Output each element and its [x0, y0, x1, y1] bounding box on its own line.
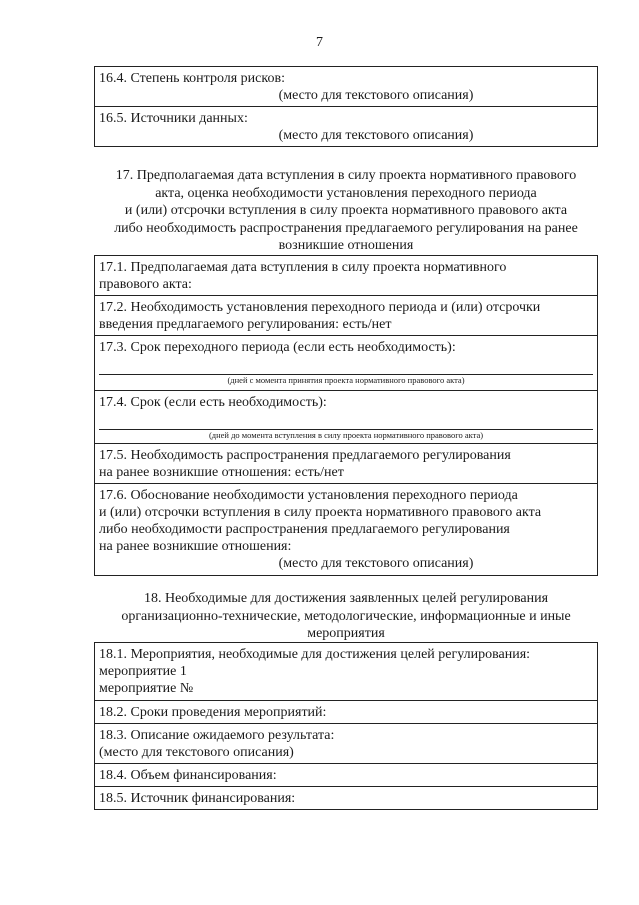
row-16-4-note: (место для текстового описания) [278, 88, 474, 103]
heading-17-line: 17. Предполагаемая дата вступления в силу проекта нормативного правового [115, 168, 577, 183]
row-16-4 [95, 67, 598, 107]
row-18-3-text: 18.3. Описание ожидаемого результата: [99, 728, 335, 743]
row-17-1 [95, 256, 598, 296]
row-17-3-label: 17.3. Срок переходного периода (если есть необходимость): [99, 340, 456, 355]
row-18-1-text: 18.1. Мероприятия, необходимые для достижения целей регулирования: [99, 647, 531, 662]
row-17-1-text: 17.1. Предполагаемая дата вступления в силу проекта нормативного [99, 260, 507, 275]
section-18-heading [94, 590, 598, 643]
page-number: 7 [316, 35, 323, 50]
row-18-1 [95, 643, 598, 701]
row-18-3 [95, 724, 598, 764]
section-17-heading [94, 167, 598, 255]
row-17-6 [95, 484, 598, 576]
heading-17-line: и (или) отсрочки вступления в силу проекта нормативного правового акта [124, 203, 568, 218]
row-18-1-item: мероприятие № [99, 681, 194, 696]
row-17-4 [95, 391, 598, 444]
heading-18-line: 18. Необходимые для достижения заявленных целей регулирования [143, 591, 549, 606]
row-16-5 [95, 107, 598, 147]
row-16-5-label: 16.5. Источники данных: [99, 111, 248, 126]
row-17-3 [95, 336, 598, 391]
section-16-table [94, 66, 598, 147]
row-17-5-text: на ранее возникшие отношения: есть/нет [99, 465, 344, 480]
row-17-5 [95, 444, 598, 484]
row-16-5-note: (место для текстового описания) [278, 128, 474, 143]
heading-17-line: акта, оценка необходимости установления переходного периода [155, 185, 537, 201]
row-17-6-note: (место для текстового описания) [278, 556, 474, 571]
row-17-2 [95, 296, 598, 336]
row-17-6-text: 17.6. Обоснование необходимости установления переходного периода [99, 488, 518, 503]
row-17-5-text: 17.5. Необходимость распространения предлагаемого регулирования [99, 448, 511, 463]
section-18-table [94, 642, 598, 810]
row-17-1-text: правового акта: [99, 277, 192, 292]
row-17-4-caption: (дней до момента вступления в силу проекта нормативного правового акта) [208, 430, 484, 440]
heading-18-line: организационно-технические, методологические, информационные и иные [121, 608, 571, 624]
heading-17-line: возникшие отношения [278, 238, 414, 253]
row-18-1-item: мероприятие 1 [99, 664, 187, 679]
row-17-3-caption: (дней с момента принятия проекта нормативного правового акта) [227, 375, 465, 385]
row-18-2: 18.2. Сроки проведения мероприятий: [95, 701, 598, 724]
row-18-5: 18.5. Источник финансирования: [95, 787, 598, 810]
row-17-6-text: на ранее возникшие отношения: [99, 539, 292, 554]
row-17-4-label: 17.4. Срок (если есть необходимость): [99, 395, 327, 410]
heading-17-line: либо необходимость распространения предлагаемого регулирования на ранее [114, 220, 578, 236]
row-17-2-text: введения предлагаемого регулирования: есть/нет [99, 317, 392, 332]
row-17-6-text: либо необходимости распространения предлагаемого регулирования [99, 522, 510, 537]
heading-18-line: мероприятия [307, 626, 385, 641]
row-17-2-text: 17.2. Необходимость установления переходного периода и (или) отсрочки [99, 300, 541, 315]
row-16-4-label: 16.4. Степень контроля рисков: [99, 71, 285, 86]
row-17-4-blank-line [99, 417, 593, 430]
row-17-3-blank-line [99, 362, 593, 375]
section-17-table [94, 255, 598, 576]
row-17-6-text: и (или) отсрочки вступления в силу проекта нормативного правового акта [99, 505, 542, 520]
row-18-4: 18.4. Объем финансирования: [95, 764, 598, 787]
row-18-3-note: (место для текстового описания) [99, 745, 294, 760]
